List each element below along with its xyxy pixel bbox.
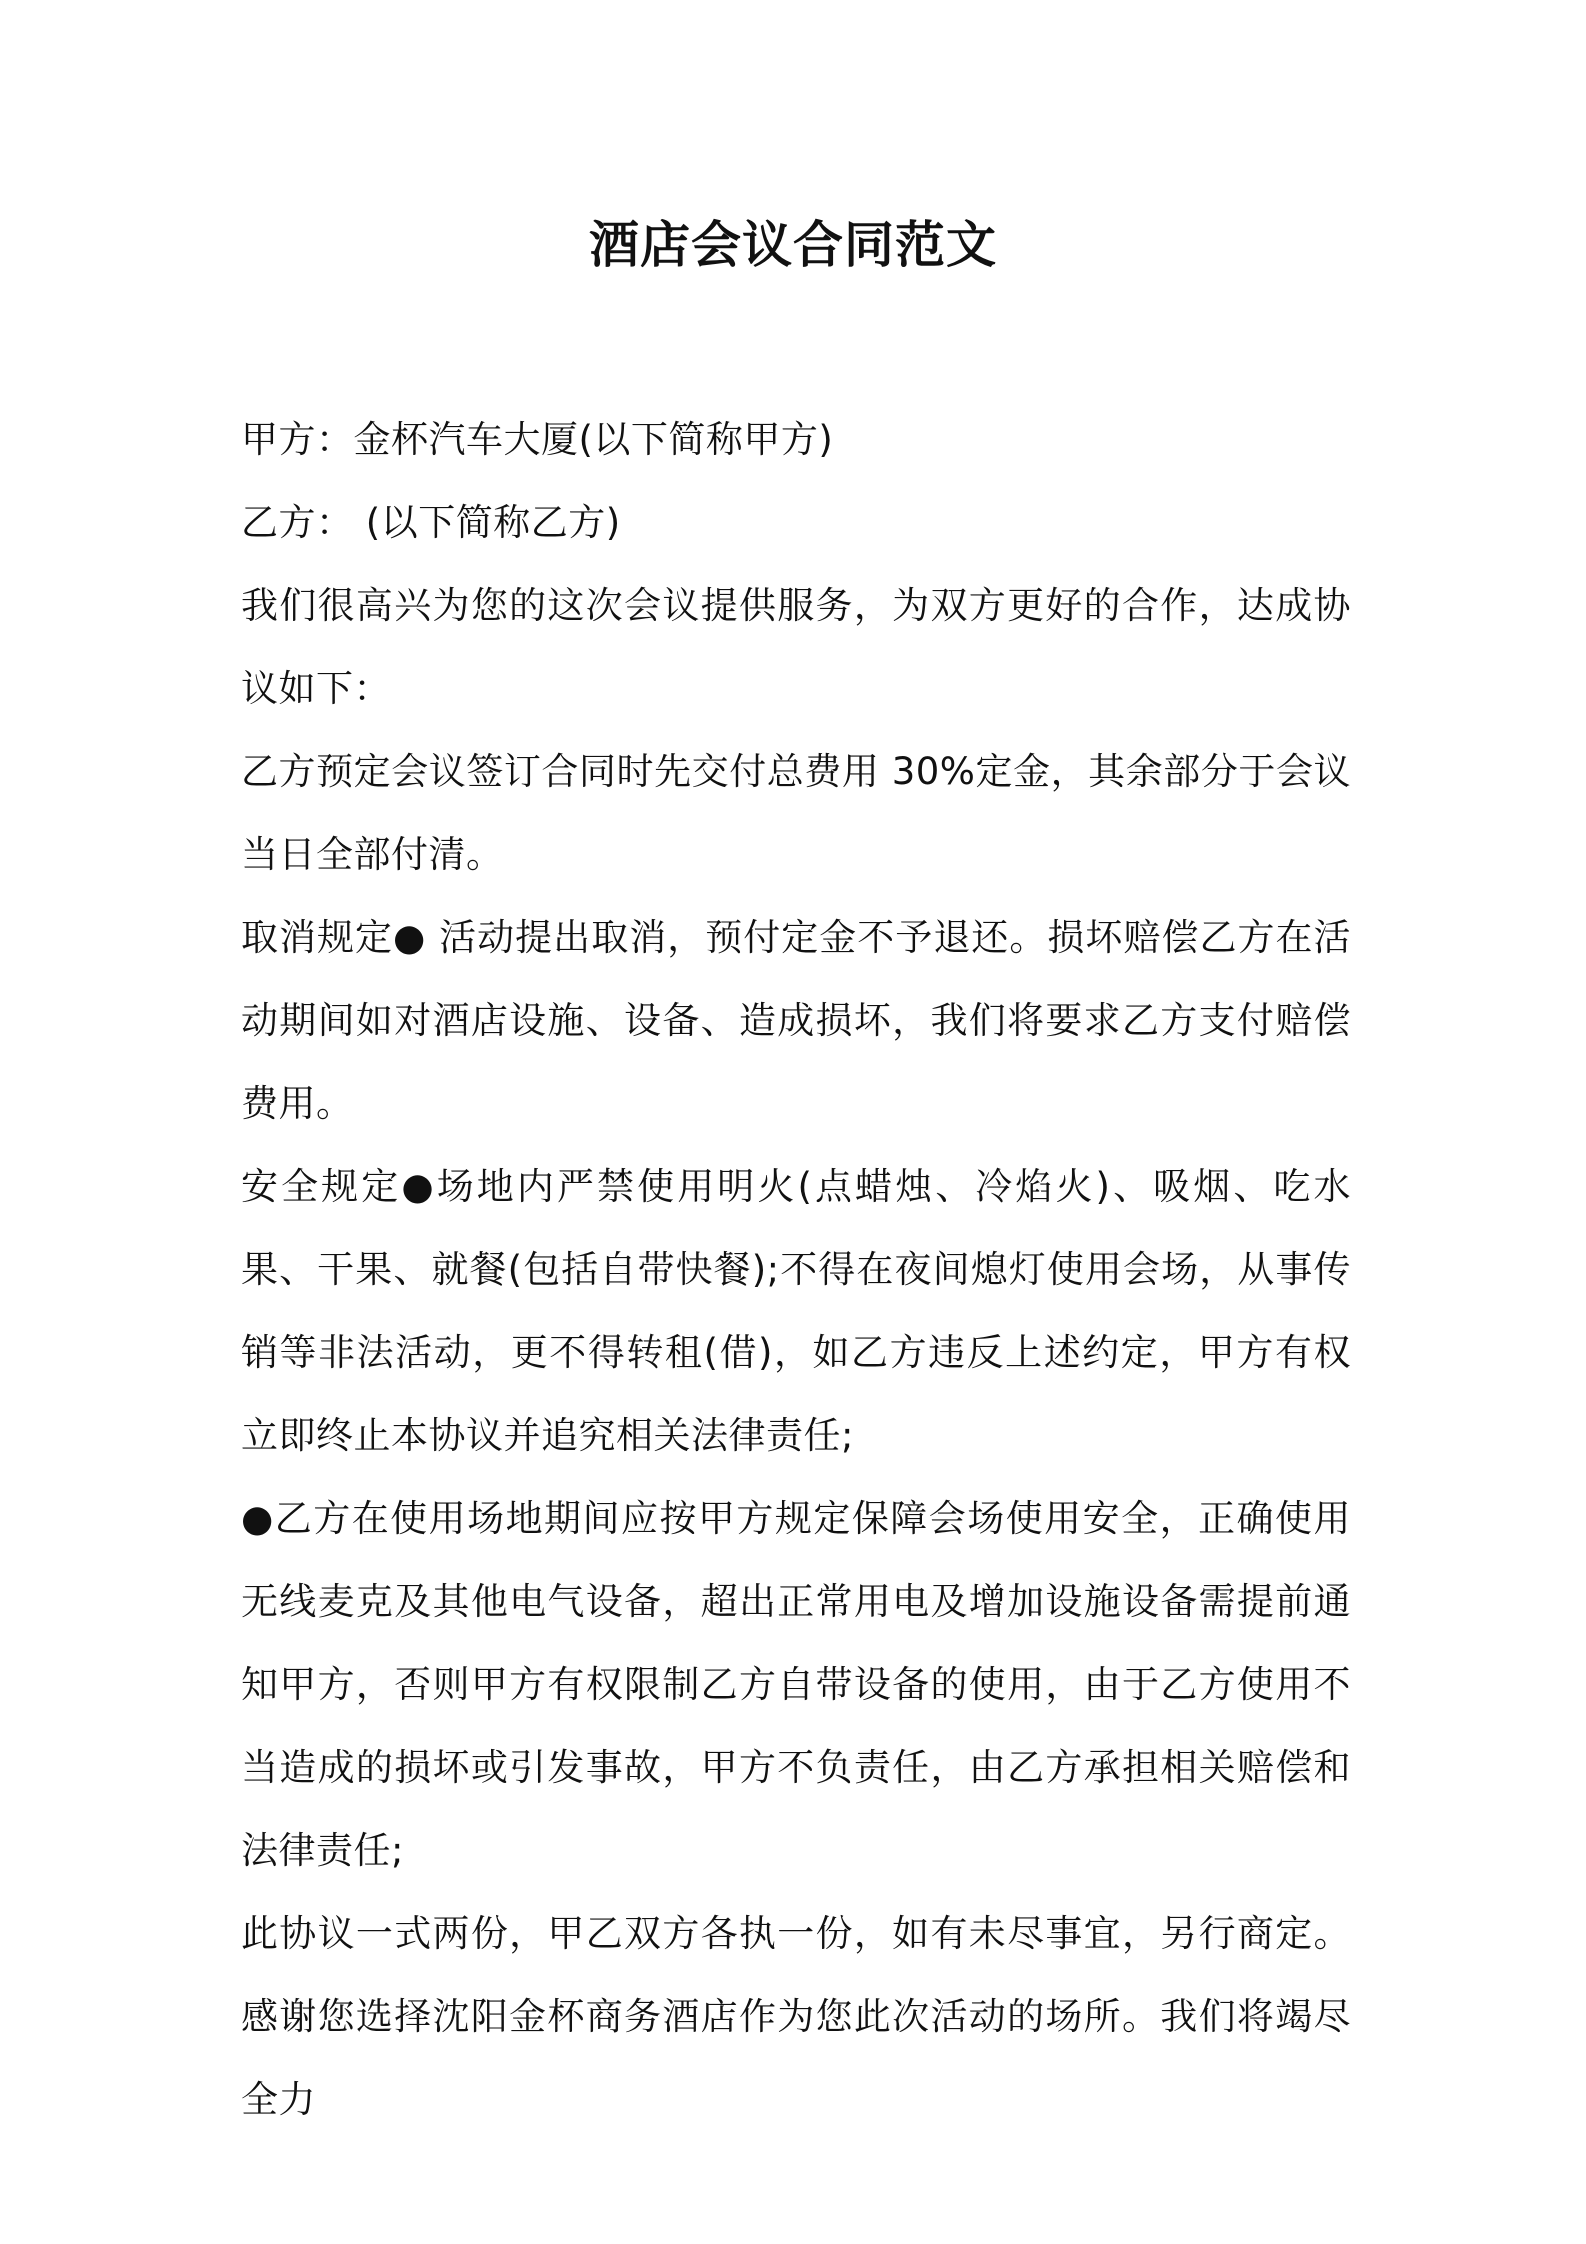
party-b-line: 乙方： (以下简称乙方) [241, 501, 621, 544]
payment-clause: 乙方预定会议签订合同时先交付总费用 30%定金，其余部分于会议当日全部付清。 [241, 750, 1351, 876]
intro-paragraph: 我们很高兴为您的这次会议提供服务，为双方更好的合作，达成协议如下： [241, 584, 1351, 710]
usage-safety-clause: ●乙方在使用场地期间应按甲方规定保障会场使用安全，正确使用无线麦克及其他电气设备，超出正常用电及增加设施设备需提前通知甲方，否则甲方有权限制乙方自带设备的使用，由于乙方使用不当造成的损坏或引发事故，甲方不负责任，由乙方承担相关赔偿和法律责任; [241, 1497, 1351, 1872]
document-title: 酒店会议合同范文 [589, 216, 997, 274]
safety-clause: 安全规定●场地内严禁使用明火(点蜡烛、冷焰火)、吸烟、吃水果、干果、就餐(包括自带快餐);不得在夜间熄灯使用会场，从事传销等非法活动，更不得转租(借)，如乙方违反上述约定，甲方有权立即终止本协议并追究相关法律责任; [241, 1165, 1351, 1457]
closing-paragraph: 此协议一式两份，甲乙双方各执一份，如有未尽事宜，另行商定。感谢您选择沈阳金杯商务酒店作为您此次活动的场所。我们将竭尽全力 [241, 1912, 1351, 2121]
party-a-line: 甲方：金杯汽车大厦(以下简称甲方) [241, 418, 834, 461]
cancellation-clause: 取消规定● 活动提出取消，预付定金不予退还。损坏赔偿乙方在活动期间如对酒店设施、设备、造成损坏，我们将要求乙方支付赔偿费用。 [241, 916, 1351, 1125]
document-body [241, 398, 1351, 2141]
